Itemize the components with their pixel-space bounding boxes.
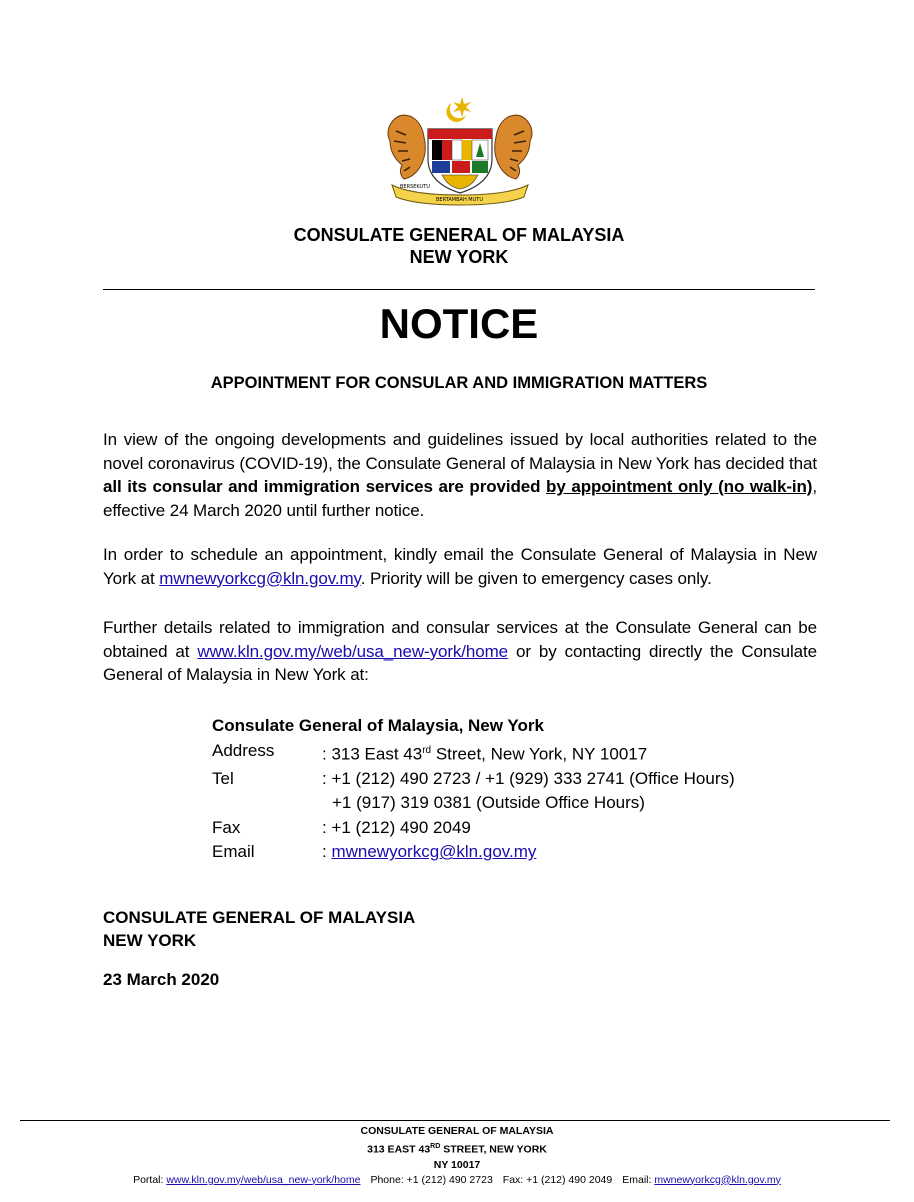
p1-bold: all its consular and immigration services are provided: [103, 477, 547, 496]
contact-address-row: [212, 739, 812, 767]
signature-city: NEW YORK: [103, 931, 197, 950]
signature-block: [103, 906, 415, 952]
tel-value-office: : +1 (212) 490 2723 / +1 (929) 333 2741 (Office Hours): [322, 768, 735, 788]
organization-city: NEW YORK: [409, 247, 509, 267]
malaysia-coat-of-arms-icon: [380, 95, 540, 207]
address-sup: rd: [422, 744, 432, 756]
notice-subject: APPOINTMENT FOR CONSULAR AND IMMIGRATION MATTERS: [210, 374, 708, 392]
footer-portal-label: Portal:: [133, 1173, 167, 1186]
address-pre: : 313 East 43: [322, 744, 423, 764]
crest-motto-left: BERSEKUTU: [400, 184, 430, 190]
organization-name: CONSULATE GENERAL OF MALAYSIA: [293, 225, 625, 245]
tel-value-outside: +1 (917) 319 0381 (Outside Office Hours): [332, 793, 645, 813]
contact-title: Consulate General of Malaysia, New York: [212, 716, 544, 735]
p1-text-1: In view of the ongoing developments and guidelines issued by local authorities related to the novel coronavirus (COVID-19), the Consulate General of Malaysia in New York has decided that: [103, 430, 817, 473]
p3-text-1: Further details related to immigration and consular services at the Consulate General can be obtained at: [103, 618, 817, 661]
p1-text-2: , effective 24 March 2020 until further notice.: [103, 477, 817, 520]
contact-email-link[interactable]: mwnewyorkcg@kln.gov.my: [331, 842, 537, 862]
contact-block: [212, 714, 812, 865]
p3-text-2: or by contacting directly the Consulate General of Malaysia in New York at:: [103, 641, 817, 684]
footer-zip: NY 10017: [433, 1158, 481, 1171]
footer-fax: Fax: +1 (212) 490 2049: [502, 1173, 613, 1186]
footer-email-link[interactable]: mwnewyorkcg@kln.gov.my: [654, 1173, 781, 1186]
paragraph-walk-in-policy: [103, 428, 817, 522]
address-post: Street, New York, NY 10017: [431, 744, 648, 764]
p2-email-link[interactable]: mwnewyorkcg@kln.gov.my: [159, 568, 361, 588]
contact-tel-row: [212, 767, 812, 792]
contact-email-row: [212, 840, 812, 865]
signature-org: CONSULATE GENERAL OF MALAYSIA: [103, 908, 416, 927]
p2-text-1: In order to schedule an appointment, kindly email the Consulate General of Malaysia in New York at: [103, 545, 817, 588]
footer-org: CONSULATE GENERAL OF MALAYSIA: [360, 1125, 554, 1137]
notice-date: 23 March 2020: [103, 970, 220, 989]
email-label: Email: [212, 842, 255, 862]
footer-portal-link[interactable]: www.kln.gov.my/web/usa_new-york/home: [166, 1173, 361, 1186]
footer-contact-line: [0, 1173, 914, 1188]
footer: [0, 1124, 914, 1188]
email-prefix: :: [322, 842, 332, 862]
letterhead-organization: [0, 224, 914, 268]
paragraph-further-details: [103, 616, 817, 687]
address-label: Address: [212, 740, 275, 760]
footer-phone: Phone: +1 (212) 490 2723: [370, 1173, 493, 1186]
footer-address: [0, 1139, 914, 1158]
footer-email-label: Email:: [622, 1173, 655, 1186]
footer-address-post: STREET, NEW YORK: [440, 1143, 547, 1156]
contact-fax-row: [212, 816, 812, 841]
crest-motto-right: BERTAMBAH MUTU: [436, 197, 483, 203]
p1-bold-underline: by appointment only (no walk-in): [546, 477, 813, 496]
p2-text-2: . Priority will be given to emergency cases only.: [360, 568, 712, 588]
footer-address-sup: RD: [430, 1143, 441, 1150]
address-value: [322, 739, 647, 767]
tel-label: Tel: [212, 768, 234, 788]
fax-value: : +1 (212) 490 2049: [322, 817, 471, 837]
header-divider: [103, 289, 815, 290]
paragraph-schedule-appointment: [103, 543, 817, 590]
contact-tel-row-2: [212, 791, 812, 816]
footer-address-pre: 313 EAST 43: [367, 1143, 431, 1156]
fax-label: Fax: [212, 817, 241, 837]
notice-title: NOTICE: [379, 300, 539, 347]
p3-website-link[interactable]: www.kln.gov.my/web/usa_new-york/home: [197, 641, 509, 661]
footer-divider: [20, 1120, 890, 1121]
